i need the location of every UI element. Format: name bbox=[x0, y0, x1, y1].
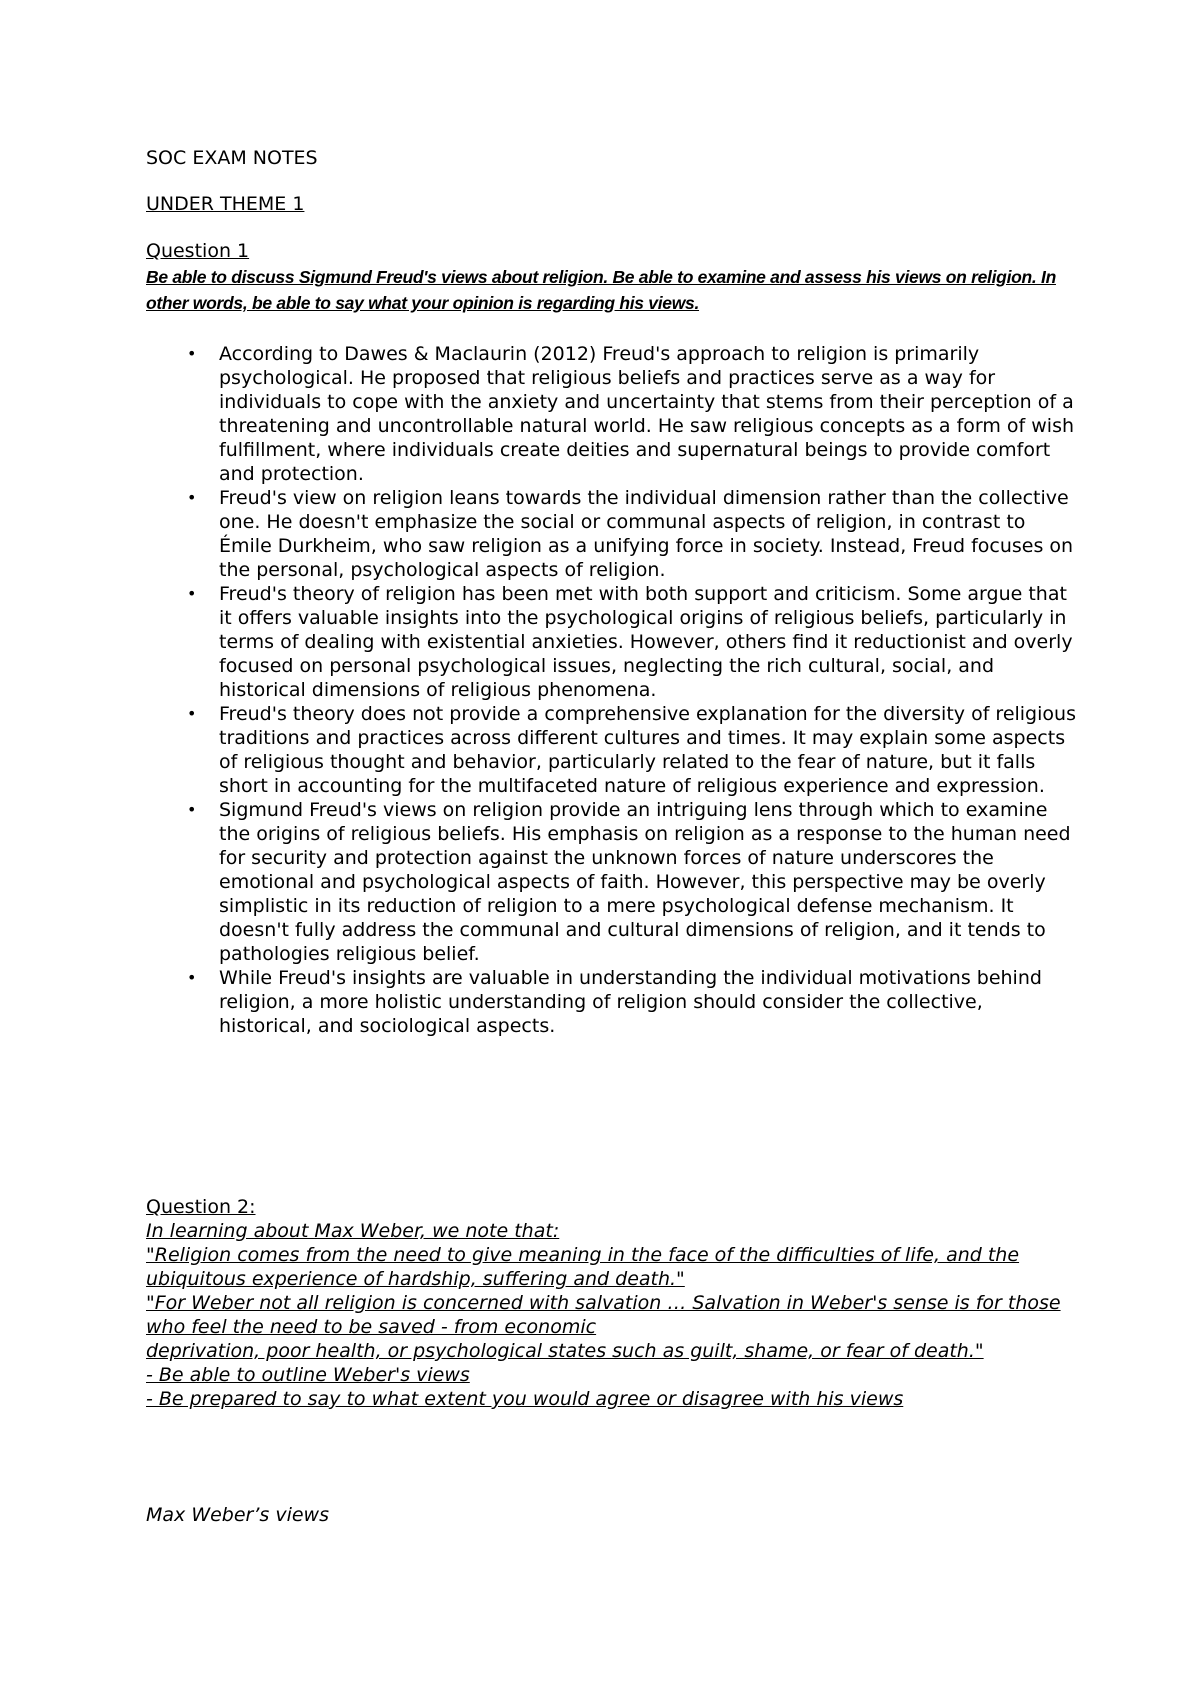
bullet-text: According to Dawes & Maclaurin (2012) Freud's approach to religion is primarily psychological. He proposed that religious beliefs and practices serve as a way for individuals to cope with the anxiety and uncertainty that stems from their perception of a threatening and uncontrollable natural world. He saw religious concepts as a form of wish fulfillment, where individuals create deities and supernatural beings to provide comfort and protection. bbox=[219, 343, 1075, 485]
bullet-text: Freud's view on religion leans towards the individual dimension rather than the collective one. He doesn't emphasize the social or communal aspects of religion, in contrast to Émile Durkheim, who saw religion as a unifying force in society. Instead, Freud focuses on the personal, psychological aspects of religion. bbox=[219, 487, 1074, 581]
bullet-icon: • bbox=[187, 344, 197, 363]
question-2-line: - Be prepared to say to what extent you would agree or disagree with his views bbox=[146, 1388, 904, 1410]
question-2-line: - Be able to outline Weber's views bbox=[146, 1364, 470, 1386]
bullet-item bbox=[146, 702, 1076, 798]
section-title: UNDER THEME 1 bbox=[146, 193, 305, 215]
document-title: SOC EXAM NOTES bbox=[146, 147, 318, 169]
bullet-icon: • bbox=[187, 488, 197, 507]
bullet-text: While Freud's insights are valuable in understanding the individual motivations behind religion, a more holistic understanding of religion should consider the collective, historical, and sociological aspects. bbox=[219, 967, 1042, 1037]
question-2 bbox=[146, 1195, 1076, 1411]
question-2-prompt bbox=[146, 1219, 1076, 1411]
bullet-text: Sigmund Freud's views on religion provide an intriguing lens through which to examine the origins of religious beliefs. His emphasis on religion as a response to the human need for security and protection against the unknown forces of nature underscores the emotional and psychological aspects of faith. However, this perspective may be overly simplistic in its reduction of religion to a mere psychological defense mechanism. It doesn't fully address the communal and cultural dimensions of religion, and it tends to pathologies religious belief. bbox=[219, 799, 1071, 965]
question-1-bullet-list bbox=[146, 342, 1076, 1038]
question-2-heading: Question 2: bbox=[146, 1196, 256, 1218]
bullet-item bbox=[146, 486, 1076, 582]
bullet-icon: • bbox=[187, 584, 197, 603]
bullet-item bbox=[146, 342, 1076, 486]
bullet-text: Freud's theory of religion has been met with both support and criticism. Some argue that it offers valuable insights into the psychological origins of religious beliefs, particularly in terms of dealing with existential anxieties. However, others find it reductionist and overly focused on personal psychological issues, neglecting the rich cultural, social, and historical dimensions of religious phenomena. bbox=[219, 583, 1073, 701]
bullet-icon: • bbox=[187, 968, 197, 987]
bullet-text: Freud's theory does not provide a comprehensive explanation for the diversity of religious traditions and practices across different cultures and times. It may explain some aspects of religious thought and behavior, particularly related to the fear of nature, but it falls short in accounting for the multifaceted nature of religious experience and expression. bbox=[219, 703, 1076, 797]
weber-views-heading: Max Weber’s views bbox=[146, 1504, 329, 1526]
bullet-item bbox=[146, 798, 1076, 966]
question-2-line: "For Weber not all religion is concerned with salvation … Salvation in Weber's sense is for those who feel the need to be saved - from economic bbox=[146, 1292, 1061, 1338]
bullet-icon: • bbox=[187, 704, 197, 723]
question-2-line: In learning about Max Weber, we note that: bbox=[146, 1220, 560, 1242]
bullet-item bbox=[146, 966, 1076, 1038]
question-2-line: deprivation, poor health, or psychological states such as guilt, shame, or fear of death." bbox=[146, 1340, 984, 1362]
question-1-prompt: Be able to discuss Sigmund Freud's views about religion. Be able to examine and assess his views on religion. In other words, be able to say what your opinion is regarding his views. bbox=[146, 267, 1056, 313]
question-1 bbox=[146, 238, 1076, 316]
question-2-line: "Religion comes from the need to give meaning in the face of the difficulties of life, and the ubiquitous experience of hardship, suffering and death." bbox=[146, 1244, 1020, 1290]
question-1-heading: Question 1 bbox=[146, 240, 250, 262]
bullet-item bbox=[146, 582, 1076, 702]
bullet-icon: • bbox=[187, 800, 197, 819]
